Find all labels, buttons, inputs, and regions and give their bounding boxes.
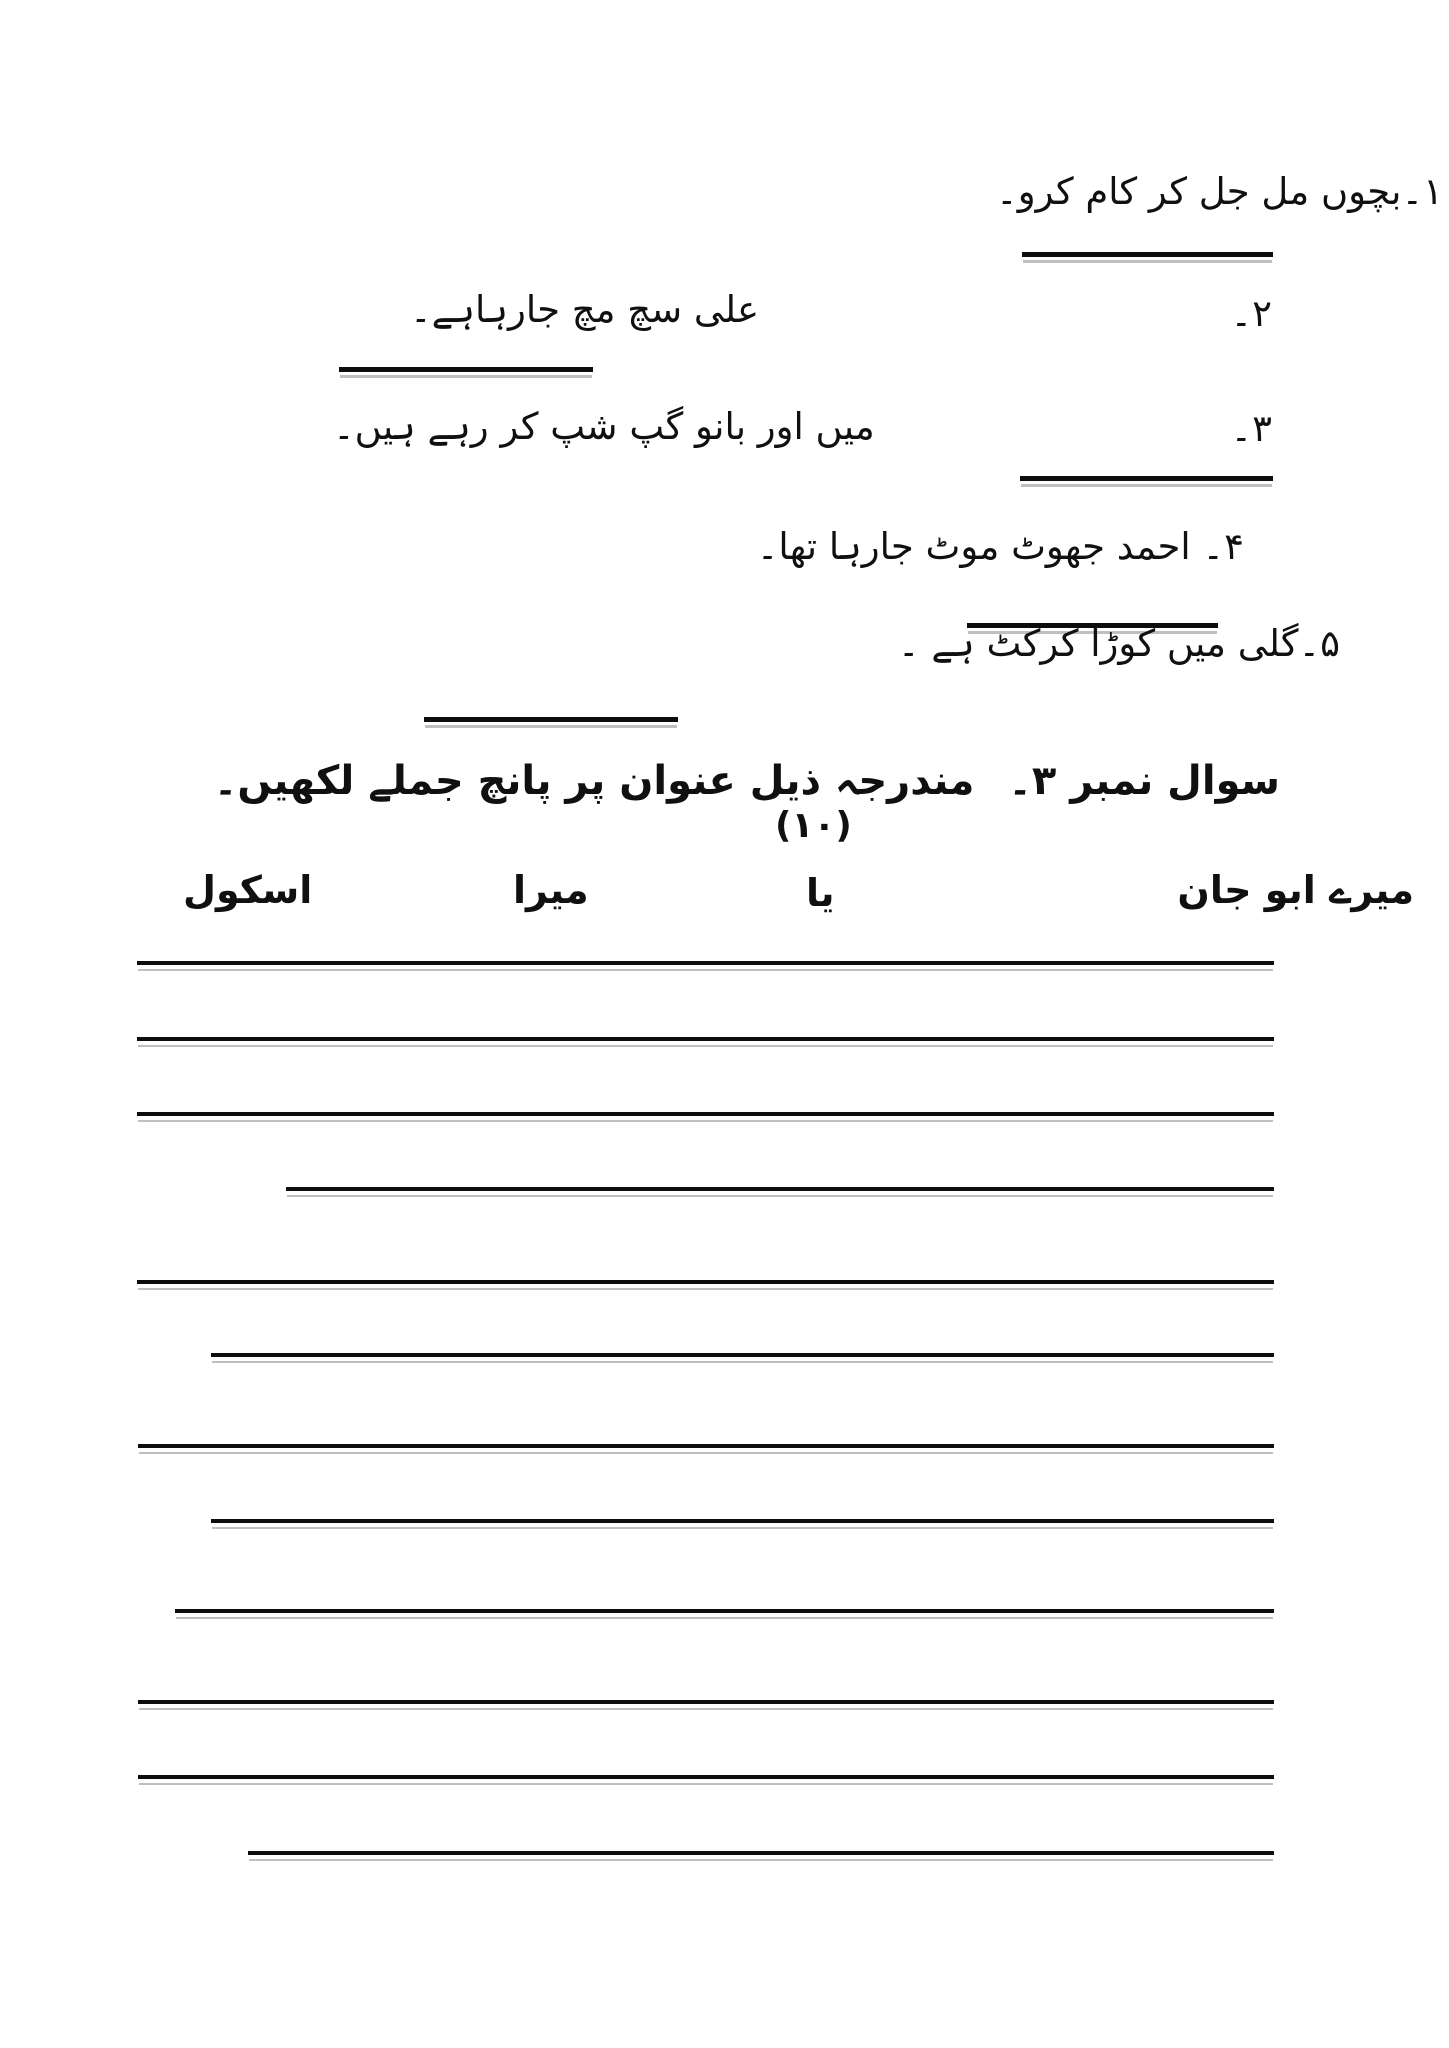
answer-blank-1: [1022, 252, 1273, 257]
question-3-instruction: مندرجہ ذیل عنوان پر پانچ جملے لکھیں۔: [213, 758, 975, 804]
writing-line-8: [211, 1519, 1274, 1523]
sentence-item-2-number: ۲۔: [1230, 292, 1272, 335]
writing-line-5: [137, 1280, 1274, 1284]
topic-option-or: یا: [806, 871, 835, 915]
sentence-item-5: ۵۔گلی میں کوڑا کرکٹ ہے ۔: [897, 622, 1340, 665]
sentence-item-2: علی سچ مچ جارہاہے۔: [410, 288, 760, 331]
question-3-heading: [214, 755, 1280, 807]
writing-line-6: [211, 1353, 1274, 1357]
writing-line-7: [138, 1444, 1274, 1448]
answer-blank-2: [339, 367, 593, 372]
answer-blank-5: [424, 717, 678, 722]
writing-line-4: [286, 1187, 1274, 1191]
sentence-item-3-number: ۳۔: [1230, 407, 1272, 450]
answer-blank-3: [1020, 476, 1273, 481]
writing-line-10: [138, 1700, 1274, 1704]
writing-line-12: [248, 1851, 1274, 1855]
writing-line-2: [137, 1037, 1274, 1041]
sentence-item-1: ۱۔بچوں مل جل کر کام کرو۔: [996, 170, 1443, 213]
writing-line-3: [137, 1112, 1274, 1116]
question-3-number-label: سوال نمبر ۳۔: [1008, 758, 1280, 804]
sentence-item-3: میں اور بانو گپ شپ کر رہے ہیں۔: [333, 405, 875, 448]
question-3-marks: (۱۰): [775, 805, 852, 846]
topic-option-my: میرا: [513, 868, 589, 912]
writing-line-9: [175, 1609, 1274, 1613]
sentence-item-4: ۴۔ احمد جھوٹ موٹ جارہا تھا۔: [756, 525, 1244, 568]
writing-line-11: [138, 1775, 1274, 1779]
topic-option-school: اسکول: [183, 868, 313, 912]
topic-option-father: میرے ابو جان: [1177, 868, 1414, 912]
writing-line-1: [137, 961, 1274, 965]
